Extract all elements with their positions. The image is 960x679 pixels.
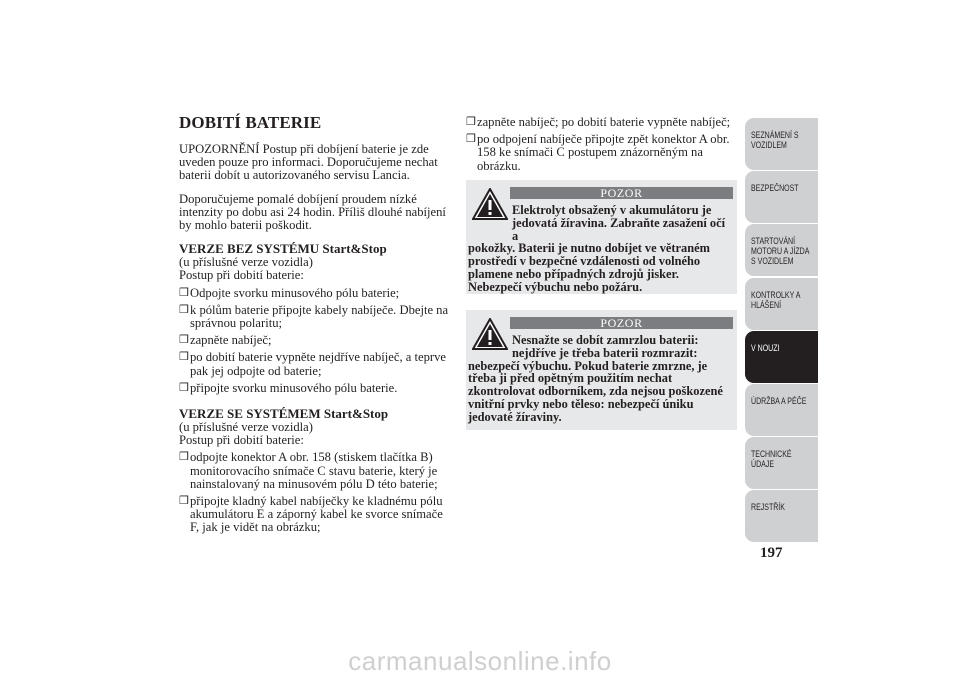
watermark: carmanualsonline.info: [348, 646, 612, 676]
list-item: [179, 382, 449, 395]
warning-line: pokožky. Baterii je nutno dobíjet ve větraném prostředí v bezpečné vzdálenosti od volného plamene nebo případných zdrojů jisker. Nebezpečí výbuchu nebo požáru.: [468, 241, 710, 294]
checkbox-bullet-icon: ❒: [179, 303, 189, 316]
checkbox-bullet-icon: ❒: [179, 451, 189, 464]
procedure-intro: Postup při dobití baterie:: [179, 268, 304, 283]
checkbox-bullet-icon: ❒: [179, 351, 189, 364]
warning-title: POZOR: [510, 187, 733, 199]
list-item: [466, 116, 740, 129]
chapter-tab[interactable]: [745, 171, 818, 223]
chapter-tab-label: REJSTŘÍK: [751, 502, 785, 512]
page-number: 197: [760, 545, 783, 561]
list-item-text: k pólům baterie připojte kabely nabíječe. Dbejte na správnou polaritu;: [190, 302, 449, 331]
right-column: [466, 116, 740, 177]
chapter-tab-label: V NOUZI: [751, 343, 780, 353]
list-item-text: připojte kladný kabel nabíječky ke kladnému pólu akumulátoru E a záporný kabel ke svorce snímače F, jak je vidět na obrázku;: [190, 494, 443, 535]
chapter-tab-label: BEZPEČNOST: [751, 183, 799, 193]
notice-paragraph: UPOZORNĚNÍ Postup při dobíjení baterie je zde uveden pouze pro informaci. Doporučujeme nechat baterii dobít u autorizovaného servisu Lancia.: [179, 142, 438, 183]
procedure-list-without-start-stop: [179, 287, 449, 395]
checkbox-bullet-icon: ❒: [179, 334, 189, 347]
list-item: [179, 304, 449, 330]
chapter-tab-label: KONTROLKY A HLÁŠENÍ: [751, 290, 801, 310]
warning-title: POZOR: [510, 317, 733, 329]
checkbox-bullet-icon: ❒: [179, 495, 189, 508]
left-column: [179, 114, 449, 539]
subsection-title-with-start-stop: VERZE SE SYSTÉMEM Start&Stop: [179, 406, 389, 422]
checkbox-bullet-icon: ❒: [466, 133, 476, 146]
procedure-intro: Postup při dobití baterie:: [179, 433, 304, 448]
list-item: [179, 287, 449, 300]
chapter-tab[interactable]: [745, 437, 818, 489]
list-item: [179, 495, 449, 535]
checkbox-bullet-icon: ❒: [466, 116, 476, 128]
chapter-tab-label: SEZNÁMENÍ S VOZIDLEM: [751, 130, 799, 150]
warning-text: [468, 204, 731, 294]
chapter-tab[interactable]: [745, 278, 818, 330]
chapter-tab[interactable]: [745, 224, 818, 276]
chapter-tab-label: ÚDRŽBA A PÉČE: [751, 396, 807, 406]
list-item-text: připojte svorku minusového pólu baterie.: [190, 380, 398, 395]
warning-box-electrolyte: [466, 180, 737, 294]
recommendation-paragraph: Doporučujeme pomalé dobíjení proudem nízké intenzity po dobu asi 24 hodin. Příliš dlouhé nabíjení by mohlo baterii poškodit.: [179, 191, 446, 233]
list-item-text: po dobití baterie vypněte nejdříve nabíječ, a teprve pak jej odpojte od baterie;: [190, 350, 446, 378]
list-item-text: odpojte konektor A obr. 158 (stiskem tlačítka B) monitorovacího snímače C stavu baterie, který je nainstalovaný na minusovém pólu D této baterie;: [190, 450, 438, 491]
warning-line: nebezpečí výbuchu. Pokud baterie zmrzne, je třeba ji před opětným použitím nechat zkontrolovat odborníkem, zda nejsou poškozené vnitřní prvky nebo těleso: nebezpečí úniku jedovaté žíraviny.: [468, 358, 723, 424]
procedure-list-with-start-stop: [179, 451, 449, 534]
warning-line: nejdříve je třeba baterii rozmrazit:: [512, 345, 698, 360]
section-title: DOBITÍ BATERIE: [179, 113, 322, 132]
list-item: [179, 334, 449, 347]
warning-text: [468, 334, 731, 424]
chapter-tab[interactable]: [745, 118, 818, 170]
list-item: [179, 451, 449, 491]
procedure-list-continued: [466, 116, 740, 173]
list-item: [466, 133, 740, 173]
list-item: [179, 351, 449, 377]
subsection-note: (u příslušné verze vozidla): [179, 420, 313, 435]
list-item-text: po odpojení nabíječe připojte zpět konektor A obr. 158 ke snímači C postupem znázorněným na obrázku.: [477, 132, 730, 173]
checkbox-bullet-icon: ❒: [179, 381, 189, 394]
warning-line: jedovatá žíravina. Zabraňte zasažení očí a: [512, 215, 726, 243]
warning-line: Elektrolyt obsažený v akumulátoru je: [512, 203, 712, 217]
warning-line: Nesnažte se dobít zamrzlou baterii:: [512, 333, 699, 347]
subsection-note: (u příslušné verze vozidla): [179, 255, 313, 270]
chapter-tab-label: TECHNICKÉ ÚDAJE: [751, 449, 792, 469]
chapter-tab[interactable]: [745, 331, 818, 383]
list-item-text: zapněte nabíječ;: [190, 333, 272, 348]
warning-box-frozen-battery: [466, 310, 737, 430]
subsection-title-without-start-stop: VERZE BEZ SYSTÉMU Start&Stop: [179, 241, 387, 257]
checkbox-bullet-icon: ❒: [179, 286, 189, 299]
list-item-text: zapněte nabíječ; po dobití baterie vypněte nabíječ;: [477, 115, 731, 129]
chapter-tab[interactable]: [745, 384, 818, 436]
chapter-tab[interactable]: [745, 490, 818, 542]
chapter-tab-label: STARTOVÁNÍ MOTORU A JÍZDA S VOZIDLEM: [751, 236, 810, 266]
list-item-text: Odpojte svorku minusového pólu baterie;: [190, 285, 400, 300]
